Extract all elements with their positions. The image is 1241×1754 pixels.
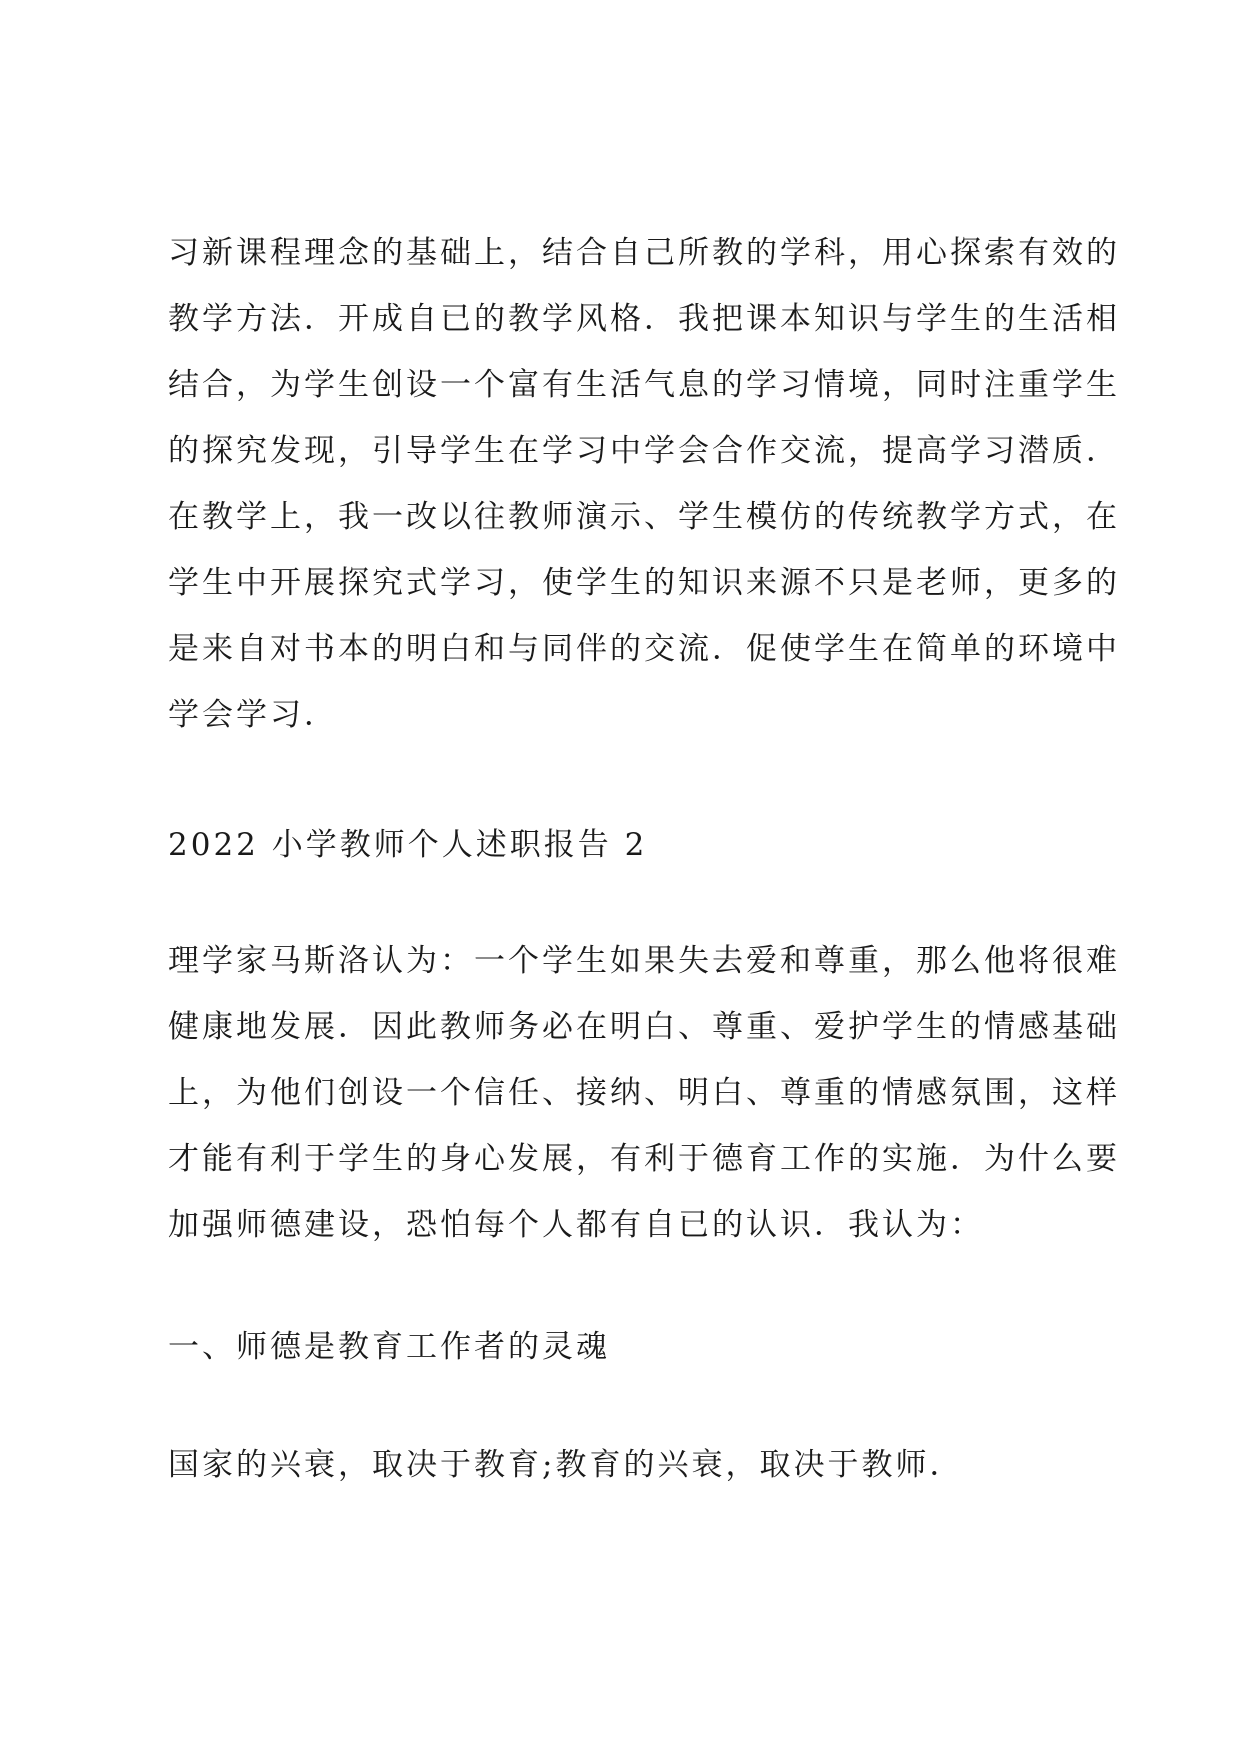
paragraph-2-line-4: 才能有利于学生的身心发展，有利于德育工作的实施．为什么要: [168, 1141, 1120, 1177]
paragraph-1-line-2: 教学方法．开成自已的教学风格．我把课本知识与学生的生活相: [168, 301, 1120, 337]
paragraph-2-line-5: 加强师德建设，恐怕每个人都有自已的认识．我认为：: [168, 1207, 984, 1243]
paragraph-2-line-2: 健康地发展．因此教师务必在明白、尊重、爱护学生的情感基础: [168, 1009, 1120, 1045]
paragraph-3: [168, 1432, 1088, 1498]
paragraph-1-line-5: 在教学上，我一改以往教师演示、学生模仿的传统教学方式，在: [168, 499, 1120, 535]
paragraph-1-line-7: 是来自对书本的明白和与同伴的交流．促使学生在简单的环境中: [168, 631, 1120, 667]
section-heading-report-2-text: 2022 小学教师个人述职报告 2: [168, 827, 648, 863]
paragraph-2: [168, 928, 1120, 1258]
paragraph-2-line-3: 上，为他们创设一个信任、接纳、明白、尊重的情感氛围，这样: [168, 1075, 1120, 1111]
paragraph-3-line-1: 国家的兴衰，取决于教育;教育的兴衰，取决于教师．: [168, 1447, 964, 1483]
paragraph-1-line-3: 结合，为学生创设一个富有生活气息的学习情境，同时注重学生: [168, 367, 1120, 403]
paragraph-1-line-1: 习新课程理念的基础上，结合自己所教的学科，用心探索有效的: [168, 235, 1120, 271]
paragraph-2-line-1: 理学家马斯洛认为：一个学生如果失去爱和尊重，那么他将很难: [168, 943, 1120, 979]
paragraph-1-line-8: 学会学习．: [168, 697, 338, 733]
paragraph-1-line-4: 的探究发现，引导学生在学习中学会合作交流，提高学习潜质．: [168, 433, 1120, 469]
section-heading-teacher-ethics-text: 一、师德是教育工作者的灵魂: [168, 1329, 610, 1365]
paragraph-1-line-6: 学生中开展探究式学习，使学生的知识来源不只是老师，更多的: [168, 565, 1120, 601]
section-heading-report-2: [168, 812, 1088, 878]
section-heading-teacher-ethics: [168, 1314, 1088, 1380]
paragraph-1: [168, 220, 1120, 748]
